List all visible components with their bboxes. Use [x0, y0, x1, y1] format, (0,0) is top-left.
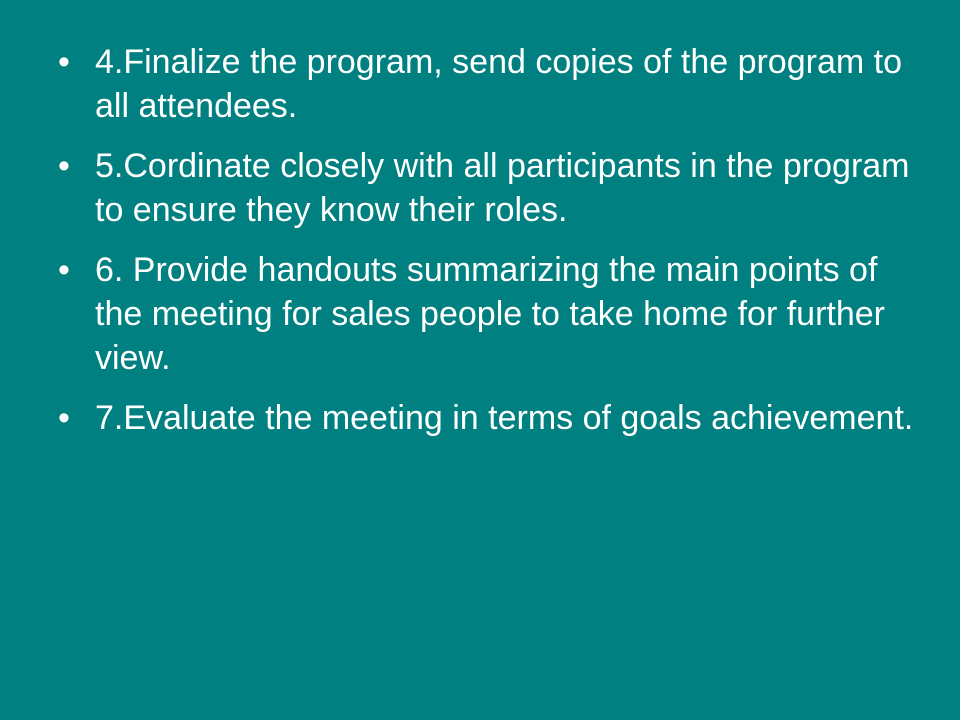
- bullet-text: 5.Cordinate closely with all participants in the program to ensure they know their roles.: [95, 147, 910, 229]
- bullet-item-6: [58, 248, 918, 380]
- bullet-text: 6. Provide handouts summarizing the main points of the meeting for sales people to take home for further view.: [95, 251, 886, 377]
- bullet-icon: •: [58, 43, 70, 81]
- bullet-item-4: [58, 40, 918, 128]
- bullet-text: 7.Evaluate the meeting in terms of goals achievement.: [95, 399, 914, 437]
- bullet-icon: •: [58, 147, 70, 185]
- bullet-list: [58, 40, 918, 456]
- bullet-text: 4.Finalize the program, send copies of the program to all attendees.: [95, 43, 902, 125]
- bullet-item-5: [58, 144, 918, 232]
- bullet-icon: •: [58, 399, 70, 437]
- bullet-icon: •: [58, 251, 70, 289]
- bullet-item-7: [58, 396, 918, 440]
